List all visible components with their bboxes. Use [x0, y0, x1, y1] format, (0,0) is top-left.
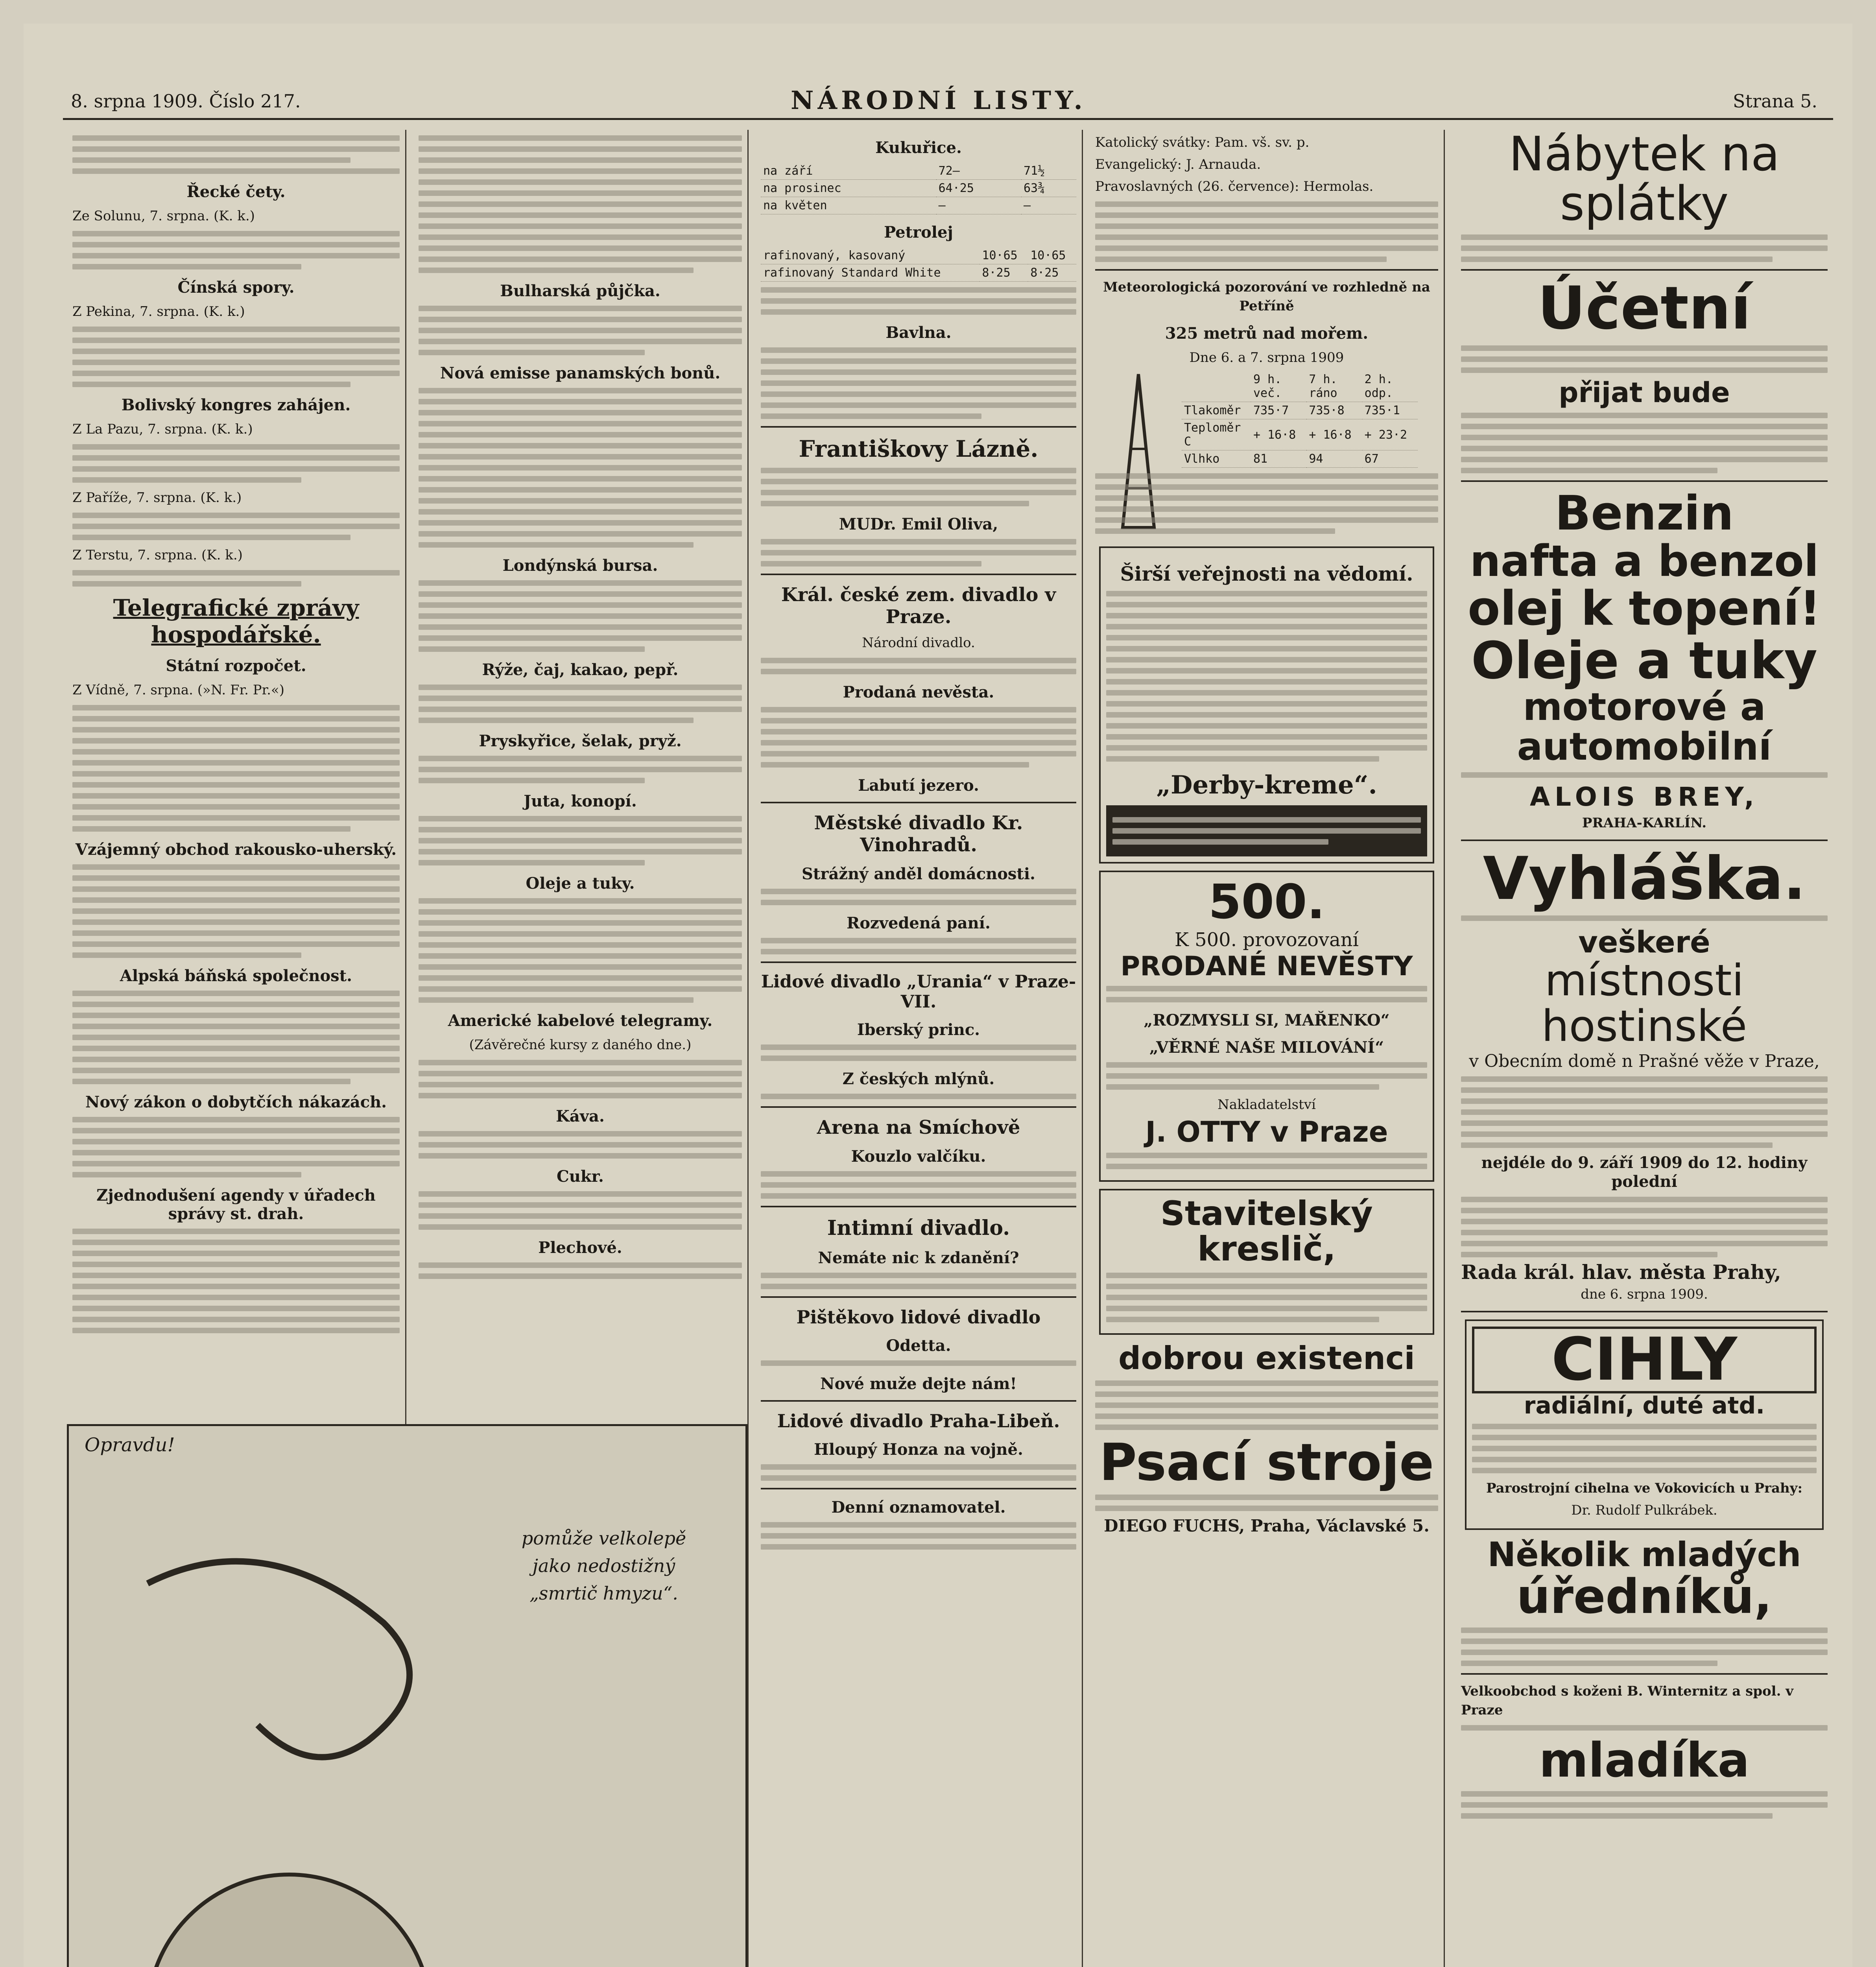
- text-block: [67, 135, 405, 1333]
- dateline: Z Paříže, 7. srpna. (K. k.): [72, 490, 242, 506]
- table-row: Teploměr C + 16·8 + 16·8 + 23·2: [1182, 419, 1418, 450]
- theatre-name: Lidové divadlo „Urania“ v Praze-VII.: [761, 972, 1076, 1012]
- ad-number: 500.: [1208, 875, 1325, 930]
- page-number: Strana 5.: [1733, 90, 1817, 112]
- publisher-name: J. OTTY v Praze: [1145, 1115, 1388, 1149]
- play-title: Odetta.: [886, 1336, 951, 1355]
- company-name: Velkoobchod s koženi B. Winternitz a spol. v Praze: [1461, 1683, 1794, 1718]
- table-row: Tlakoměr 735·7 735·8 735·1: [1182, 402, 1418, 419]
- text-block: [1090, 133, 1444, 1535]
- prodana-nevesta-advertisement: [1099, 871, 1434, 1182]
- section-heading: Čínská spory.: [177, 278, 295, 297]
- price-table: [761, 247, 1076, 282]
- ad-title: Několik mladých: [1487, 1535, 1801, 1574]
- publisher-label: Nakladatelství: [1217, 1097, 1316, 1113]
- section-heading: Alpská báňská společnost.: [120, 967, 352, 985]
- picture-title: „VĚRNÉ NAŠE MILOVÁNÍ“: [1149, 1038, 1384, 1057]
- ad-title: MUDr. Emil Oliva,: [839, 515, 998, 533]
- notice-date: dne 6. srpna 1909.: [1581, 1286, 1708, 1303]
- theatre-sub: Národní divadlo.: [862, 635, 975, 651]
- section-heading: Vzájemný obchod rakousko-uherský.: [75, 840, 397, 859]
- section-subheading: (Závěrečné kursy z daného dne.): [469, 1037, 692, 1053]
- section-heading: Denní oznamovatel.: [831, 1498, 1006, 1517]
- zacherlin-advertisement: [67, 1424, 747, 1967]
- section-title: Telegrafické zprávy hospodářské.: [113, 594, 359, 648]
- ad-title: motorové a automobilní: [1517, 685, 1772, 769]
- ad-title: Františkovy Lázně.: [799, 435, 1039, 462]
- table-row: Vlhko 81 94 67: [1182, 450, 1418, 468]
- ad-title: dobrou existenci: [1118, 1340, 1415, 1377]
- section-heading: Zjednodušení agendy v úřadech správy st. drah.: [96, 1186, 376, 1223]
- section-heading: Cukr.: [557, 1167, 604, 1186]
- table-title: Kukuřice.: [875, 138, 962, 157]
- section-heading: Bolivský kongres zahájen.: [121, 396, 351, 414]
- calendar-line: Katolický svátky: Pam. vš. sv. p.: [1095, 135, 1310, 150]
- ad-title: Stavitelský kreslič,: [1160, 1194, 1373, 1269]
- table-title: Petrolej: [884, 223, 953, 242]
- dateline: Z Terstu, 7. srpna. (K. k.): [72, 547, 243, 563]
- notice-location: v Obecním domě n Prašné věže v Praze,: [1469, 1051, 1820, 1072]
- meteo-table: [1182, 371, 1418, 468]
- section-heading: Bulharská půjčka.: [500, 282, 660, 300]
- play-title: Labutí jezero.: [858, 776, 979, 795]
- play-title: Rozvedená paní.: [847, 914, 991, 932]
- cihly-advertisement: [1465, 1319, 1824, 1530]
- notice-title: místnosti hostinské: [1541, 955, 1747, 1051]
- notice-title: Vyhláška.: [1483, 844, 1806, 913]
- meteo-title: Meteorologická pozorování ve rozhledně na Petříně: [1103, 279, 1430, 314]
- table-row: rafinovaný, kasovaný 10·65 10·65: [761, 247, 1076, 264]
- section-heading: Státní rozpočet.: [166, 657, 306, 675]
- dateline: Z Pekina, 7. srpna. (K. k.): [72, 304, 245, 319]
- table-row: rafinovaný Standard White 8·25 8·25: [761, 264, 1076, 282]
- ad-title: Účetní: [1537, 274, 1751, 343]
- ad-subtitle: radiální, duté atd.: [1524, 1391, 1765, 1419]
- theatre-name: Arena na Smíchově: [817, 1116, 1020, 1138]
- ad-quote: pomůže velkolepě jako nedostižný „smrtič hmyzu“.: [521, 1528, 686, 1604]
- company-name: Parostrojní cihelna ve Vokovicích u Prahy:: [1486, 1480, 1802, 1496]
- theatre-name: Lidové divadlo Praha-Libeň.: [777, 1410, 1060, 1432]
- ad-footer: [1106, 805, 1427, 856]
- zacherlin-illustration: [69, 1426, 745, 1967]
- ad-title: Oleje a tuky: [1471, 630, 1818, 690]
- section-heading: Řecké čety.: [186, 183, 286, 201]
- column-4: [1090, 130, 1445, 1967]
- ad-title: Benzin: [1555, 486, 1734, 541]
- table-header: 9 h. več. 7 h. ráno 2 h. odp.: [1182, 371, 1418, 402]
- picture-title: „ROZMYSLI SI, MAŘENKO“: [1144, 1011, 1390, 1030]
- ad-title: úředníků,: [1516, 1569, 1772, 1624]
- play-title: Nemáte nic k zdanění?: [818, 1249, 1019, 1267]
- issue-date: 8. srpna 1909. Číslo 217.: [71, 90, 301, 112]
- ad-title: mladíka: [1539, 1733, 1750, 1788]
- section-heading: Plechové.: [538, 1238, 622, 1257]
- text-block: [1455, 130, 1833, 1819]
- product-name: „Derby-kreme“.: [1156, 770, 1377, 800]
- newspaper-page: [24, 24, 1852, 1967]
- section-heading: Oleje a tuky.: [526, 874, 635, 893]
- calendar-line: Pravoslavných (26. července): Hermolas.: [1095, 179, 1374, 194]
- theatre-name: Intimní divadlo.: [827, 1216, 1010, 1240]
- play-title: Strážný anděl domácnosti.: [802, 865, 1035, 883]
- play-title: Z českých mlýnů.: [842, 1070, 995, 1088]
- theatre-name: Král. české zem. divadlo v Praze.: [781, 584, 1056, 628]
- kreslic-advertisement: [1099, 1189, 1434, 1335]
- section-heading: Káva.: [556, 1107, 605, 1126]
- notice-issuer: Rada král. hlav. města Prahy,: [1461, 1260, 1781, 1284]
- company-name: ALOIS BREY,: [1529, 781, 1759, 812]
- dateline: Z La Pazu, 7. srpna. (K. k.): [72, 421, 253, 437]
- ad-title: Širší veřejnosti na vědomí.: [1120, 562, 1413, 585]
- section-heading: Rýže, čaj, kakao, pepř.: [482, 661, 679, 679]
- ad-title: nafta a benzol: [1470, 536, 1819, 586]
- masthead: NÁRODNÍ LISTY.: [791, 86, 1086, 115]
- text-block: [755, 138, 1082, 1550]
- meteo-date: Dne 6. a 7. srpna 1909: [1189, 350, 1344, 365]
- notice-deadline: nejdéle do 9. září 1909 do 12. hodiny polední: [1481, 1153, 1808, 1191]
- section-heading: Americké kabelové telegramy.: [448, 1011, 713, 1030]
- play-title: Prodaná nevěsta.: [843, 683, 994, 701]
- price-table: [761, 162, 1076, 214]
- meteo-subtitle: 325 metrů nad mořem.: [1165, 324, 1369, 343]
- dateline: Z Vídně, 7. srpna. (»N. Fr. Pr.«): [72, 682, 285, 698]
- play-title: Kouzlo valčíku.: [851, 1147, 986, 1166]
- ad-label: Opravdu!: [85, 1434, 175, 1456]
- section-heading: Pryskyřice, šelak, pryž.: [479, 732, 682, 750]
- ad-line: K 500. provozovaní: [1174, 929, 1359, 951]
- table-title: Bavlna.: [885, 323, 952, 342]
- dateline: Ze Solunu, 7. srpna. (K. k.): [72, 208, 255, 224]
- section-heading: Juta, konopí.: [524, 792, 637, 810]
- derby-advertisement: [1099, 546, 1434, 864]
- section-heading: Londýnská bursa.: [502, 556, 658, 575]
- column-3: [755, 130, 1083, 1967]
- play-title: Nové muže dejte nám!: [820, 1375, 1017, 1393]
- ad-subtitle: přijat bude: [1559, 376, 1730, 409]
- table-row: na prosinec 64·25 63¾: [761, 180, 1076, 197]
- calendar-line: Evangelický: J. Arnauda.: [1095, 157, 1261, 172]
- ad-title: olej k topení!: [1468, 581, 1821, 636]
- ad-title: Psací stroje: [1099, 1432, 1434, 1492]
- theatre-name: Pištěkovo lidové divadlo: [796, 1306, 1041, 1328]
- ad-address: DIEGO FUCHS, Praha, Václavské 5.: [1104, 1516, 1430, 1536]
- play-title: Iberský princ.: [857, 1020, 980, 1039]
- play-title: Hloupý Honza na vojně.: [814, 1440, 1023, 1459]
- notice-subtitle: veškeré: [1578, 924, 1710, 960]
- table-row: na září 72— 71½: [761, 162, 1076, 180]
- column-5: [1455, 130, 1833, 1967]
- company-owner: Dr. Rudolf Pulkrábek.: [1571, 1502, 1717, 1518]
- section-heading: Nová emisse panamských bonů.: [440, 364, 721, 382]
- table-row: na květen — —: [761, 197, 1076, 214]
- text-block: [413, 135, 747, 1279]
- ad-title: PRODANÉ NEVĚSTY: [1120, 951, 1413, 982]
- page-header: [63, 83, 1833, 120]
- theatre-name: Městské divadlo Kr. Vinohradů.: [814, 812, 1023, 856]
- ad-title: Nábytek na splátky: [1509, 130, 1780, 231]
- ad-title: CIHLY: [1472, 1327, 1817, 1393]
- section-heading: Nový zákon o dobytčích nákazách.: [85, 1093, 387, 1111]
- company-city: PRAHA-KARLÍN.: [1582, 815, 1707, 831]
